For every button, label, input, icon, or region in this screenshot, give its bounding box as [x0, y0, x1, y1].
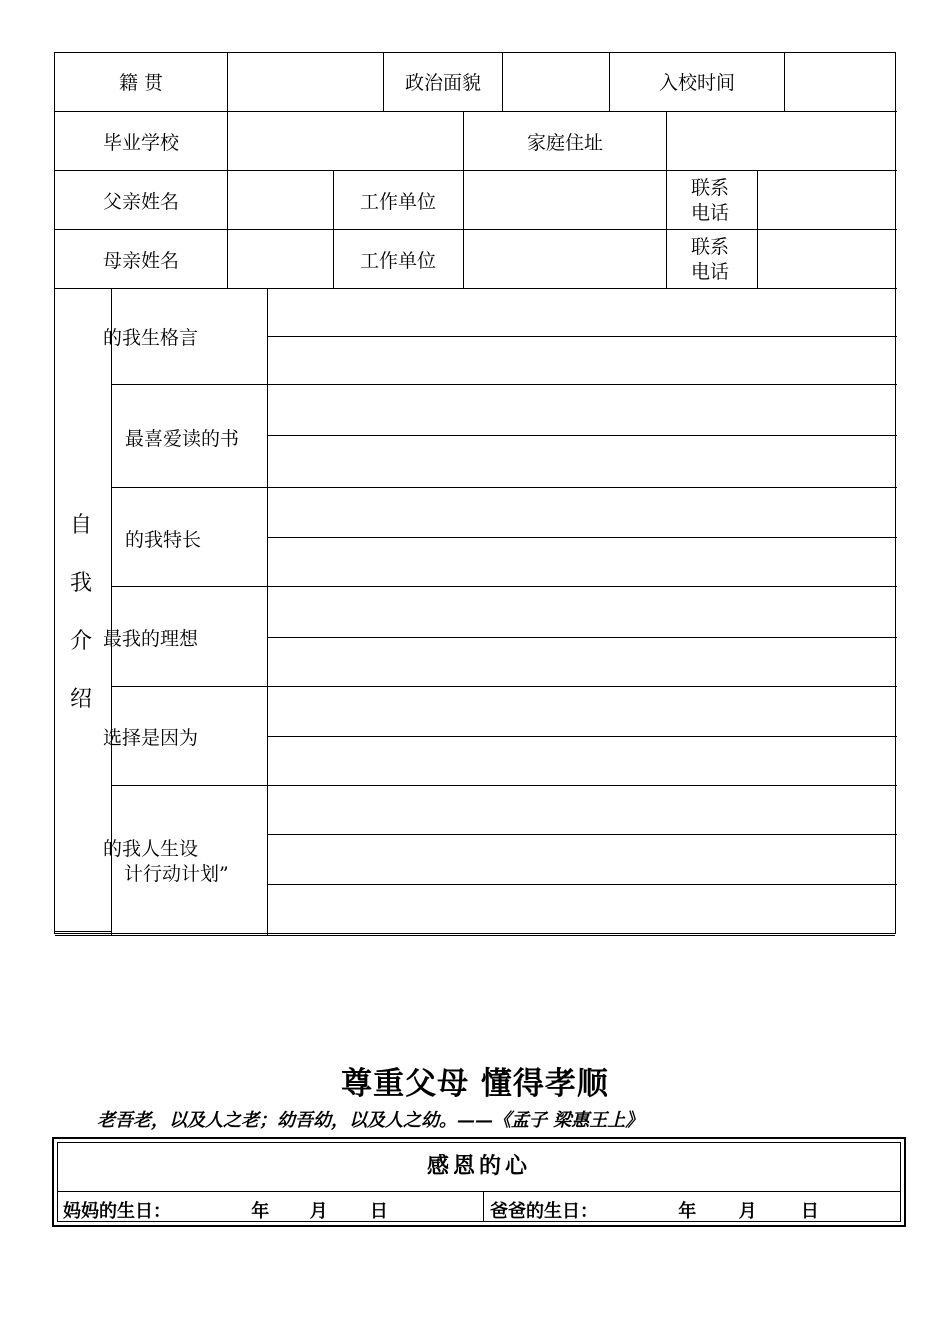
col-divider — [502, 53, 503, 111]
writing-line — [267, 435, 897, 436]
col-divider — [784, 53, 785, 111]
section-title: 尊重父母 懂得孝顺 — [341, 1066, 609, 1102]
graduated-school-label: 毕业学校 — [102, 132, 180, 154]
specialty-label: 的我特长 — [125, 529, 202, 551]
row-divider — [111, 686, 897, 687]
col-divider — [227, 170, 228, 288]
year-label: 年 — [251, 1201, 270, 1222]
row-divider — [55, 111, 897, 112]
writing-line — [267, 537, 897, 538]
col-divider — [383, 53, 384, 111]
row-divider — [55, 288, 897, 289]
father-birthday-label: 爸爸的生日： — [490, 1201, 598, 1222]
col-divider — [227, 111, 228, 170]
native-place-label: 籍 贯 — [118, 72, 164, 94]
heading-char: 绍 — [69, 687, 92, 712]
col-divider — [227, 53, 228, 111]
month-label: 月 — [309, 1201, 328, 1222]
col-divider — [609, 53, 610, 111]
mother-contact-label — [691, 235, 729, 285]
col-divider — [666, 111, 667, 170]
row-divider — [111, 586, 897, 587]
favorite-book-label: 最喜爱读的书 — [125, 428, 240, 450]
father-birthday — [490, 1197, 819, 1223]
motto-label: 的我生格言 — [103, 327, 199, 349]
heading-char: 自 — [69, 513, 92, 538]
mother-name-label: 母亲姓名 — [102, 250, 180, 272]
heading-char: 介 — [69, 629, 92, 654]
left-bottom-rule — [55, 931, 111, 932]
month-label: 月 — [738, 1201, 757, 1222]
student-info-form — [54, 52, 896, 934]
ideal-label: 最我的理想 — [103, 628, 199, 650]
contact-label-line: 联系 — [691, 236, 730, 258]
father-name-label: 父亲姓名 — [102, 191, 180, 213]
life-plan-label — [103, 837, 229, 887]
writing-line — [267, 884, 897, 885]
day-label: 日 — [369, 1201, 388, 1222]
self-intro-heading — [66, 497, 96, 729]
row-divider — [111, 785, 897, 786]
choice-reason-label: 选择是因为 — [103, 727, 199, 749]
enroll-time-label: 入校时间 — [658, 72, 736, 94]
box-divider — [58, 1191, 900, 1192]
writing-line — [267, 834, 897, 835]
box-col-divider — [483, 1191, 484, 1221]
mother-birthday-label: 妈妈的生日： — [63, 1201, 171, 1222]
writing-line — [267, 637, 897, 638]
col-divider — [463, 111, 464, 170]
life-plan-line-1: 的我人生设 — [103, 838, 199, 860]
contact-label-line: 联系 — [691, 177, 730, 199]
row-divider — [111, 487, 897, 488]
col-divider — [666, 170, 667, 288]
contact-label-line: 电话 — [691, 202, 730, 224]
mencius-quote: 老吾老，以及人之老；幼吾幼，以及人之幼。——《孟子 梁惠王上》 — [97, 1110, 644, 1131]
writing-line — [267, 736, 897, 737]
col-divider — [463, 170, 464, 288]
row-divider — [55, 229, 897, 230]
father-work-unit-label: 工作单位 — [359, 191, 437, 213]
col-divider — [757, 170, 758, 288]
life-plan-line-2: 计行动计划” — [124, 863, 229, 885]
col-divider — [333, 170, 334, 288]
row-divider — [55, 170, 897, 171]
col-divider — [267, 288, 268, 935]
mother-birthday — [63, 1197, 388, 1223]
father-contact-label — [691, 176, 729, 226]
row-divider — [111, 384, 897, 385]
political-status-label: 政治面貌 — [404, 72, 482, 94]
day-label: 日 — [800, 1201, 819, 1222]
mother-work-unit-label: 工作单位 — [359, 250, 437, 272]
gratitude-box-title: 感恩的心 — [426, 1153, 531, 1179]
heading-char: 我 — [69, 571, 92, 596]
gratitude-box — [52, 1137, 906, 1227]
writing-line — [267, 336, 897, 337]
year-label: 年 — [678, 1201, 697, 1222]
contact-label-line: 电话 — [691, 261, 730, 283]
home-address-label: 家庭住址 — [526, 132, 604, 154]
